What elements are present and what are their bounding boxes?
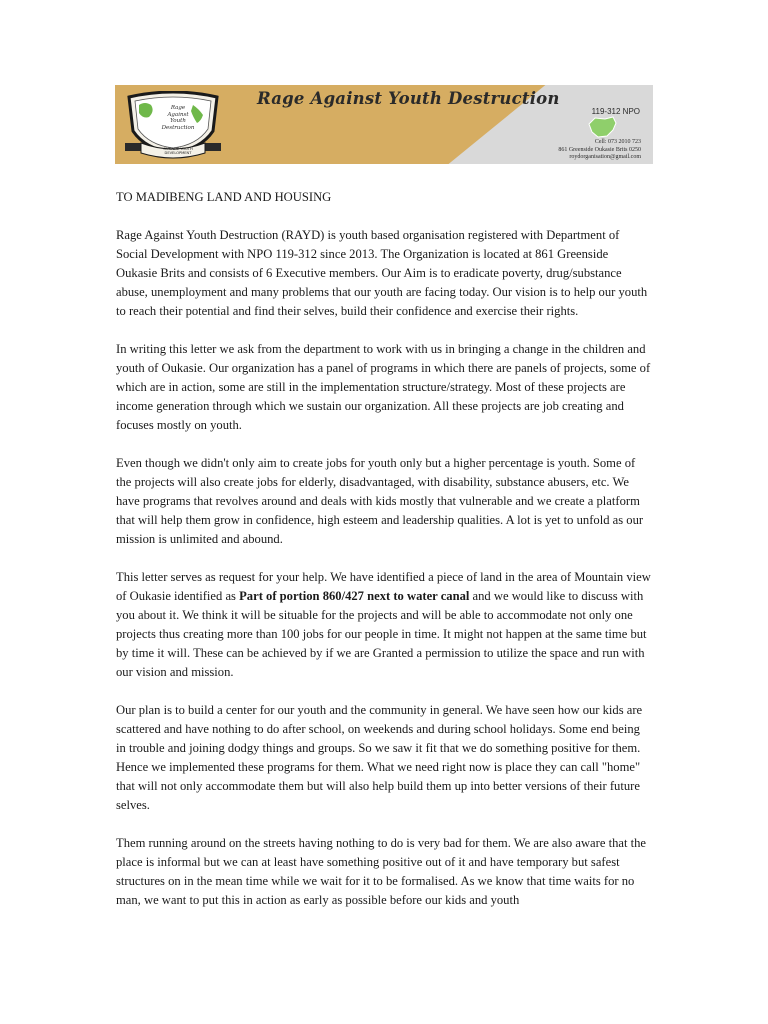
crest-text-line: Rage	[170, 105, 186, 111]
letter-paragraph: In writing this letter we ask from the department to work with us in bringing a change in the children and youth of Oukasie. Our organization has a panel of programs in which there are panels of projects, some of which are in action, some are still in the implementation structure/strategy. Most of these projects are income generation through which we sustain our organization. All these projects are job creating and focuses mostly on youth.	[116, 342, 651, 432]
letter-paragraph	[116, 568, 652, 682]
crest-banner-text	[151, 147, 205, 155]
organisation-title: Rage Against Youth Destruction	[257, 89, 560, 108]
paragraph-text: and we would like to discuss with you about it. We think it will be situable for the projects and will be able to accommodate not only one projects thus creating more than 100 jobs for our people in time. It might not happen at the same time but by time it will. These can be achieved by if we are Granted a permission to utilize the space and run with our vision and mission.	[116, 589, 647, 679]
map-icon	[587, 116, 617, 138]
organisation-crest	[121, 91, 225, 159]
crest-text-line: Destruction	[161, 124, 195, 131]
contact-address: 861 Greenside Oukasie Brits 0250	[558, 146, 641, 153]
contact-email: roydorganisation@gmail.com	[569, 154, 641, 160]
letterhead-banner	[115, 85, 653, 164]
crest-text-line: Against	[167, 111, 189, 118]
letter-addressee: TO MADIBENG LAND AND HOUSING	[116, 190, 332, 204]
crest-text-line: Youth	[170, 118, 186, 124]
letter-body	[116, 188, 652, 929]
land-portion-reference: Part of portion 860/427 next to water canal	[239, 589, 470, 603]
letter-paragraph: Our plan is to build a center for our youth and the community in general. We have seen how our kids are scattered and have nothing to do after school, on weekends and during school holidays. Some end being in trouble and joining dodgy things and groups. So we saw it fit that we do something positive for them. Hence we implemented these programs for them. What we need right now is place they can call "home" that will not only accommodate them but will also help build them up into better versions of their future selves.	[116, 703, 643, 812]
letter-paragraph: Even though we didn't only aim to create jobs for youth only but a higher percentage is youth. Some of the projects will also create jobs for elderly, disadvantaged, with disability, substance abusers, etc. We have programs that revolves around and deals with kids mostly that vulnerable and we create a platform that will help them grow in confidence, high esteem and leadership qualities. A lot is yet to unfold as our mission is unlimited and abound.	[116, 456, 644, 546]
paragraph-text: This letter serves as request for your help. We have identified a piece of land in the area of Mountain view of Oukasie identified as	[116, 570, 651, 603]
crest-banner-line: OUKASIE YOUTH	[163, 147, 193, 151]
contact-details	[558, 139, 641, 162]
contact-cell: Cell: 073 2010 723	[594, 139, 641, 145]
crest-text	[155, 105, 201, 131]
npo-number: 119-312 NPO	[591, 107, 640, 116]
letter-paragraph: Rage Against Youth Destruction (RAYD) is youth based organisation registered with Department of Social Development with NPO 119-312 since 2013. The Organization is located at 861 Greenside Oukasie Brits and consists of 6 Executive members. Our Aim is to eradicate poverty, drug/substance abuse, unemployment and many problems that our youth are facing today. Our vision is to help our youth to reach their potential and find their selves, build their confidence and exercise their rights.	[116, 228, 648, 318]
crest-banner-line: DEVELOPMENT	[164, 151, 192, 156]
letter-paragraph: Them running around on the streets having nothing to do is very bad for them. We are also aware that the place is informal but we can at least have something positive out of it and have temporary but safest structures on in the mean time while we wait for it to be formalised. As we know that time waits for no man, we want to put this in action as early as possible before our kids and youth	[116, 836, 646, 907]
